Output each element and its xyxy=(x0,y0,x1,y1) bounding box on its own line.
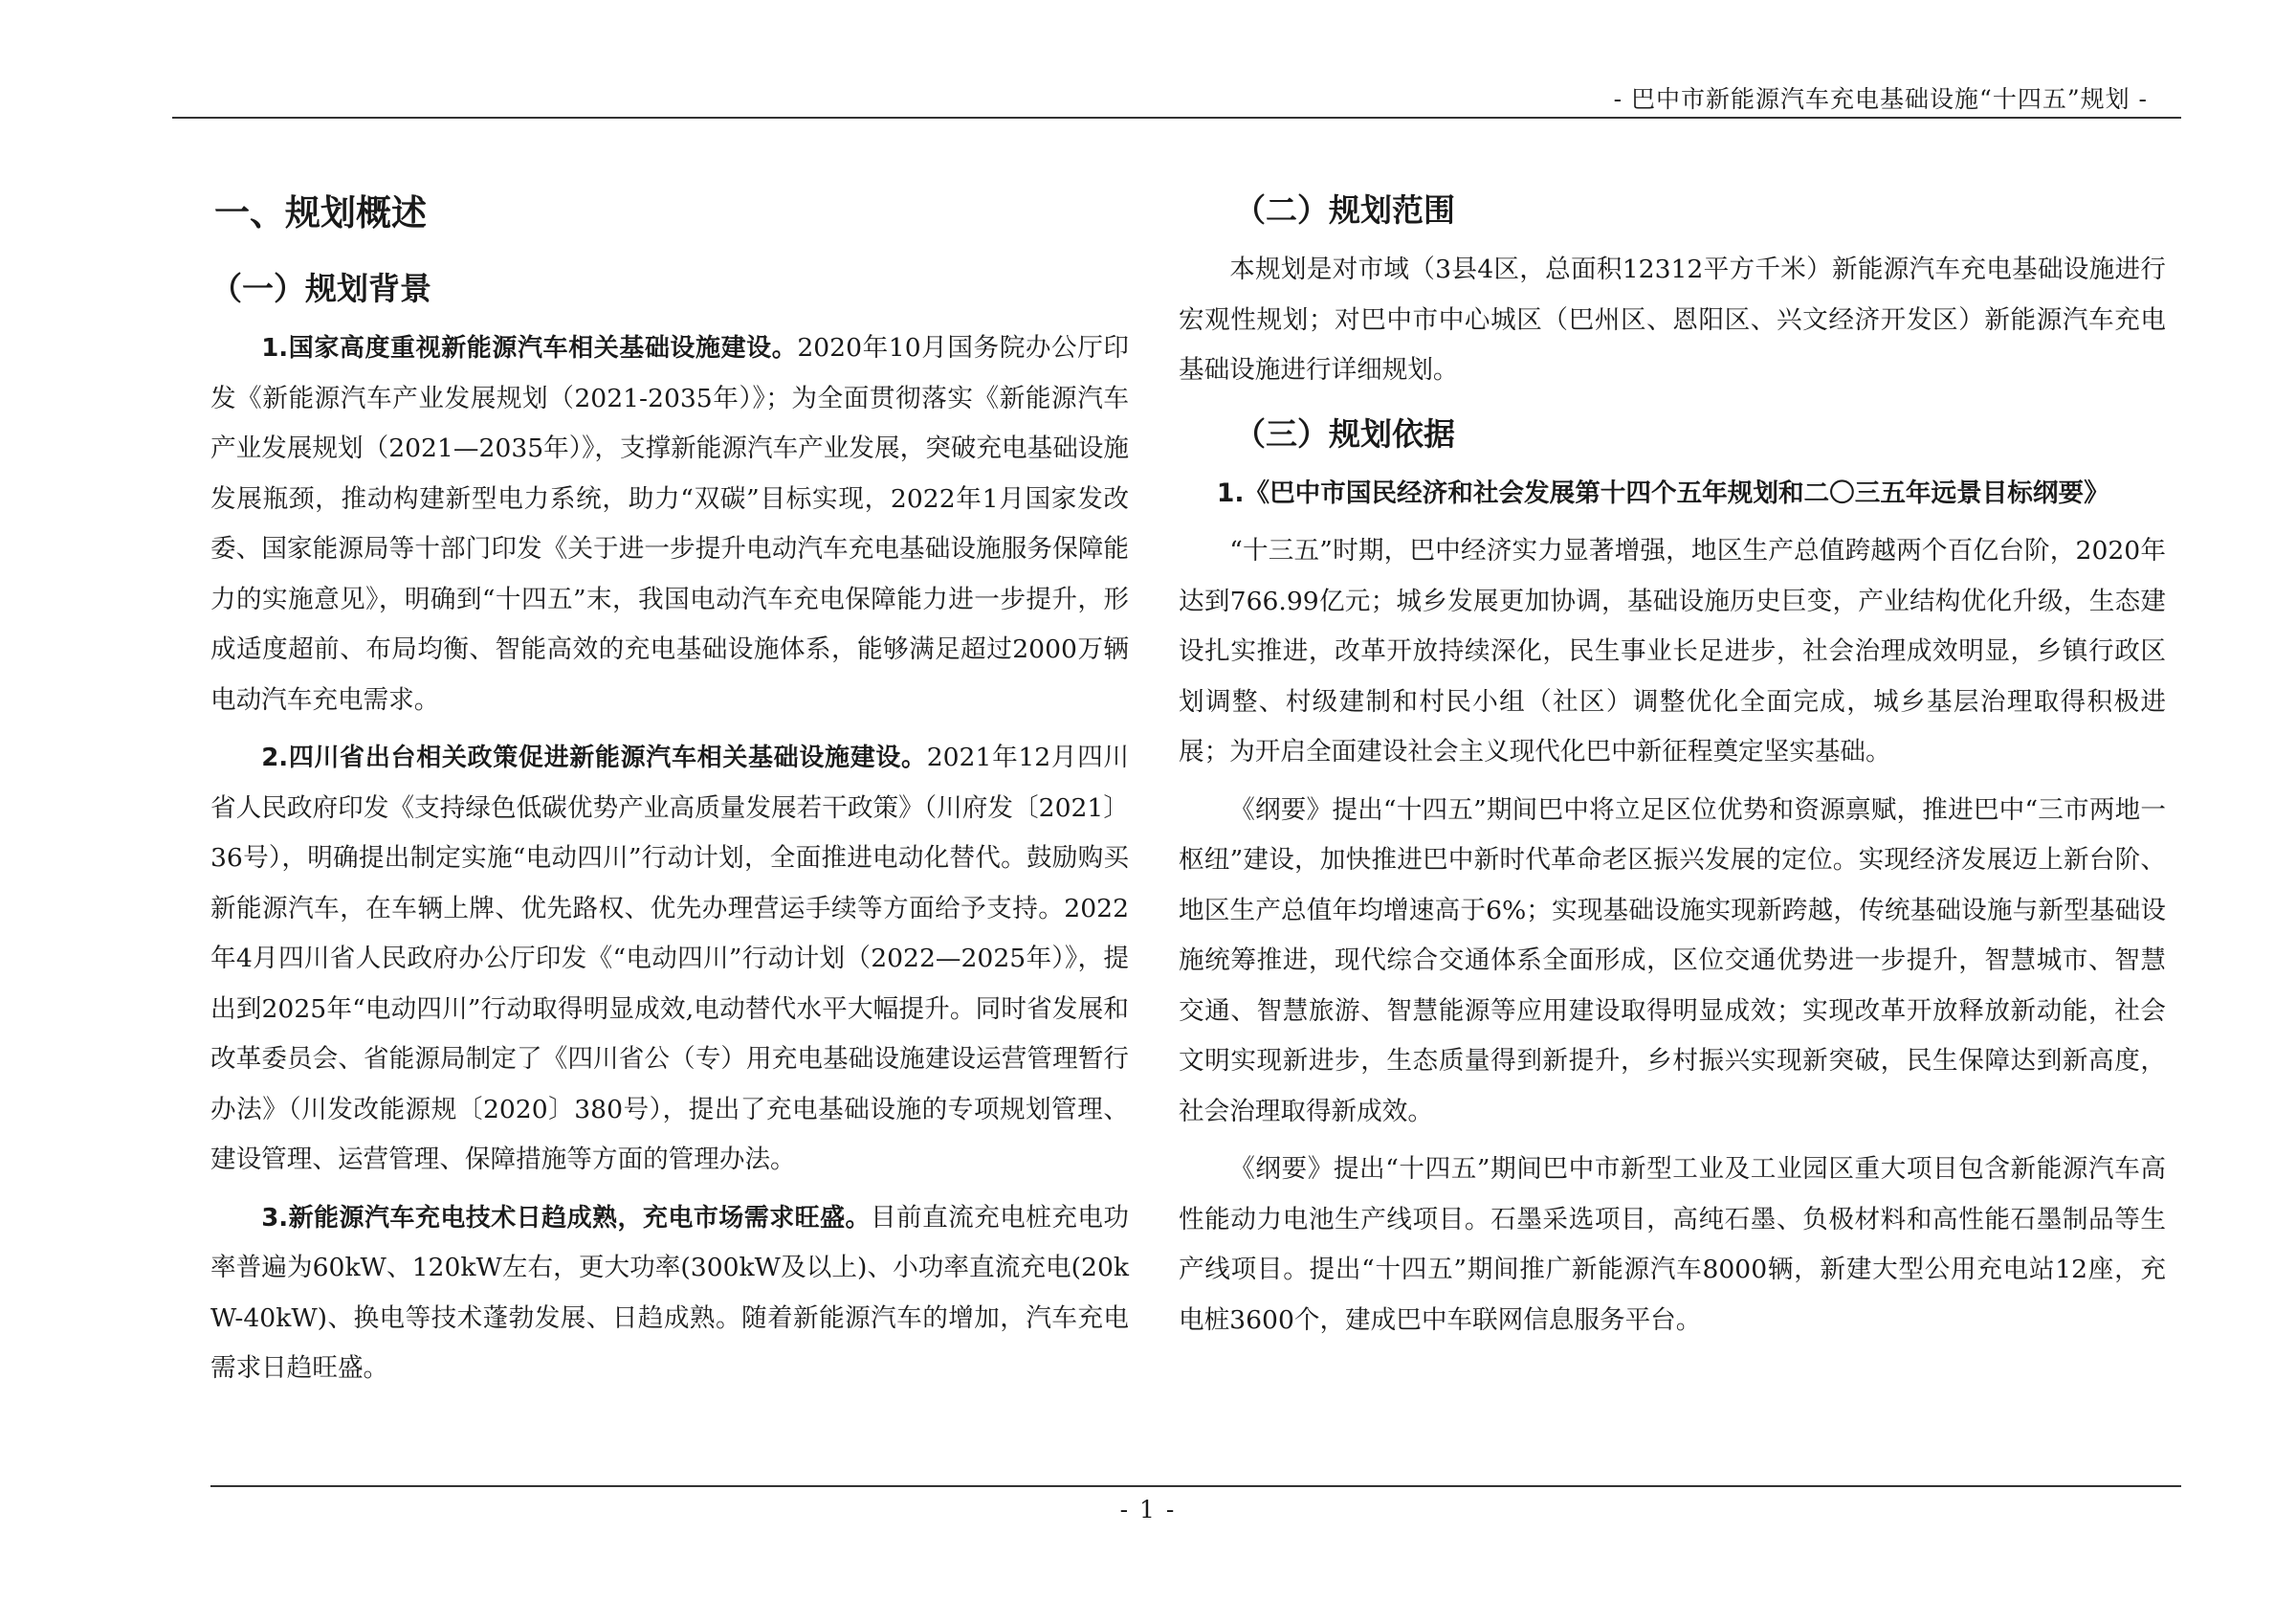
section-title-scope: （二）规划范围 xyxy=(1234,191,1455,229)
background-item-3 xyxy=(210,1193,1129,1394)
footer-divider xyxy=(210,1485,2181,1487)
page-number: - 1 - xyxy=(1119,1496,1177,1523)
section-title-background: （一）规划背景 xyxy=(210,270,431,307)
background-item-1 xyxy=(210,323,1129,725)
section-title-basis: （三）规划依据 xyxy=(1234,414,1455,453)
background-item-2 xyxy=(210,733,1129,1186)
background-item-2-lead: 2.四川省出台相关政策促进新能源汽车相关基础设施建设。 xyxy=(261,744,927,772)
background-item-1-lead: 1.国家高度重视新能源汽车相关基础设施建设。 xyxy=(261,334,798,363)
left-column xyxy=(210,182,1129,1402)
background-item-3-lead: 3.新能源汽车充电技术日趋成熟，充电市场需求旺盛。 xyxy=(261,1203,871,1233)
scope-paragraph: 本规划是对市域（3县4区，总面积12312平方千米）新能源汽车充电基础设施进行宏观性规划；对巴中市中心城区（巴州区、恩阳区、兴文经济开发区）新能源汽车充电基础设施进行详细规划。 xyxy=(1179,255,2166,385)
basis-1-title: 1.《巴中市国民经济和社会发展第十四个五年规划和二〇三五年远景目标纲要》 xyxy=(1216,478,2109,508)
background-item-1-body: 2020年10月国务院办公厅印发《新能源汽车产业发展规划（2021-2035年）》；为全面贯彻落实《新能源汽车产业发展规划（2021—2035年）》，支撑新能源汽车产业发展，突破充电基础设施发展瓶颈，推动构建新型电力系统，助力“双碳”目标实现，2022年1月国家发改委、国家能源局等十部门印发《关于进一步提升电动汽车充电基础设施服务保障能力的实施意见》，明确到“十四五”末，我国电动汽车充电保障能力进一步提升，形成适度超前、布局均衡、智能高效的充电基础设施体系，能够满足超过2000万辆电动汽车充电需求。 xyxy=(210,333,1130,715)
right-column xyxy=(1179,182,2166,1353)
running-header: - 巴中市新能源汽车充电基础设施“十四五”规划 - xyxy=(1613,85,2148,113)
chapter-title: 一、规划概述 xyxy=(214,192,427,233)
header-divider xyxy=(172,117,2181,119)
background-item-3-body: 目前直流充电桩充电功率普遍为60kW、120kW左右，更大功率(300kW及以上)、小功率直流充电(20kW-40kW)、换电等技术蓬勃发展、日趋成熟。随着新能源汽车的增加，汽车充电需求日趋旺盛。 xyxy=(210,1202,1130,1383)
basis-paragraph-2: 《纲要》提出“十四五”期间巴中将立足区位优势和资源禀赋，推进巴中“三市两地一枢纽”建设，加快推进巴中新时代革命老区振兴发展的定位。实现经济发展迈上新台阶、地区生产总值年均增速高于6%；实现基础设施实现新跨越，传统基础设施与新型基础设施统筹推进，现代综合交通体系全面形成，区位交通优势进一步提升，智慧城市、智慧交通、智慧旅游、智慧能源等应用建设取得明显成效；实现改革开放释放新动能，社会文明实现新进步，生态质量得到新提升，乡村振兴实现新突破，民生保障达到新高度，社会治理取得新成效。 xyxy=(1179,794,2166,1126)
background-item-2-body: 2021年12月四川省人民政府印发《支持绿色低碳优势产业高质量发展若干政策》（川府发〔2021〕36号），明确提出制定实施“电动四川”行动计划，全面推进电动化替代。鼓励购买新能源汽车，在车辆上牌、优先路权、优先办理营运手续等方面给予支持。2022年4月四川省人民政府办公厅印发《“电动四川”行动计划（2022—2025年）》，提出到2025年“电动四川”行动取得明显成效,电动替代水平大幅提升。同时省发展和改革委员会、省能源局制定了《四川省公（专）用充电基础设施建设运营管理暂行办法》（川发改能源规〔2020〕380号），提出了充电基础设施的专项规划管理、建设管理、运营管理、保障措施等方面的管理办法。 xyxy=(210,743,1129,1174)
basis-paragraph-1: “十三五”时期，巴中经济实力显著增强，地区生产总值跨越两个百亿台阶，2020年达到766.99亿元；城乡发展更加协调，基础设施历史巨变，产业结构优化升级，生态建设扎实推进，改革开放持续深化，民生事业长足进步，社会治理成效明显，乡镇行政区划调整、村级建制和村民小组（社区）调整优化全面完成，城乡基层治理取得积极进展；为开启全面建设社会主义现代化巴中新征程奠定坚实基础。 xyxy=(1179,536,2166,767)
basis-paragraph-3: 《纲要》提出“十四五”期间巴中市新型工业及工业园区重大项目包含新能源汽车高性能动力电池生产线项目。石墨采选项目，高纯石墨、负极材料和高性能石墨制品等生产线项目。提出“十四五”期间推广新能源汽车8000辆，新建大型公用充电站12座，充电桩3600个，建成巴中车联网信息服务平台。 xyxy=(1179,1154,2166,1335)
